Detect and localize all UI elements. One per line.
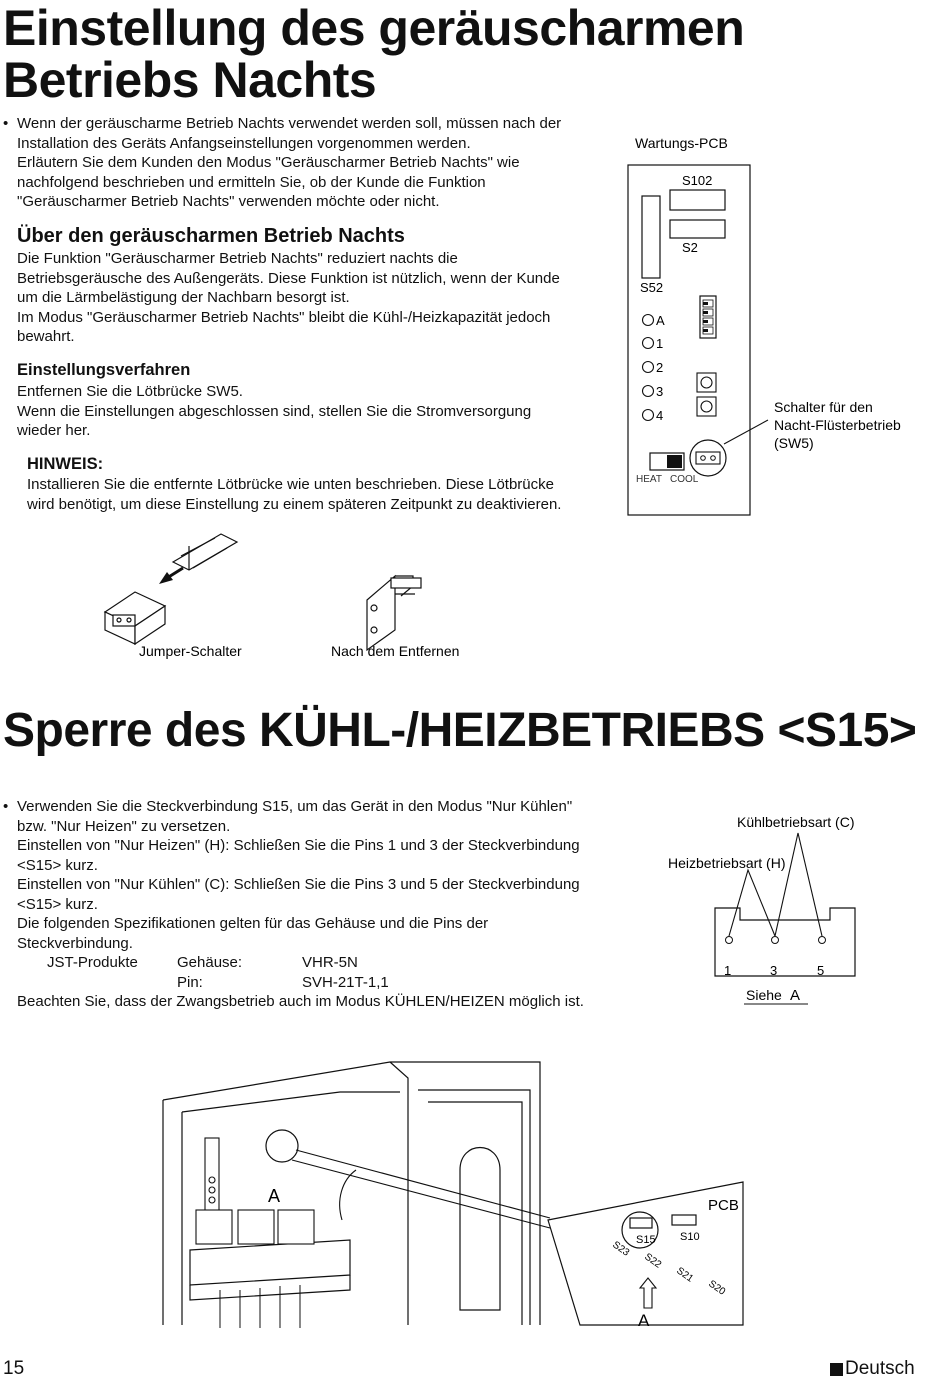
heat-cool-switch [650,453,684,470]
jumper-switch-label: Jumper-Schalter [139,643,242,659]
text-line: Die folgenden Spezifikationen gelten für das Gehäuse und die Pins der [17,915,489,932]
led-label: 1 [656,336,664,351]
pin-icon [819,937,826,944]
heat-mode-label: Heizbetriebsart (H) [668,855,786,871]
s23-label: S23 [610,1239,632,1259]
language-footer [830,1358,915,1380]
text-line: bewahrt. [17,328,75,345]
zoom-line [292,1160,550,1228]
s2-label: S2 [682,240,698,255]
push-buttons [697,373,716,416]
s52-label: S52 [640,280,664,295]
procedure-heading: Einstellungsverfahren [17,361,191,379]
sw5-callout-line: Schalter für den [774,399,873,415]
square-bullet-icon [830,1363,843,1376]
arrow-down-left-icon [159,568,183,584]
note-heading: HINWEIS: [27,455,104,473]
s2-component-top [670,220,725,238]
see-label: Siehe [746,987,782,1003]
text-line: Die Funktion "Geräuscharmer Betrieb Nachts" reduziert nachts die [17,250,458,267]
cool-label: COOL [670,474,699,485]
about-paragraph [17,249,560,347]
section1-title [3,2,744,106]
text-line: <S15> kurz. [17,856,98,874]
jumper-block-icon [105,592,165,644]
unit-bottom-pipes [220,1285,300,1328]
pin-number: 5 [817,963,825,978]
bullet: • [3,115,9,132]
jumper-illustration [95,520,515,670]
pcb-label: PCB [708,1197,739,1214]
title-line-1: Einstellung des geräuscharmen [3,0,745,56]
sw5-jumper [690,420,768,476]
language-label: Deutsch [845,1358,915,1379]
removed-bracket-icon [367,576,421,650]
about-heading: Über den geräuscharmen Betrieb Nachts [17,225,405,247]
text-line: Betriebsgeräusche des Außengeräts. Diese Funktion ist nützlich, wenn der Kunde [17,269,560,287]
page-number: 15 [3,1358,25,1379]
after-removal-label: Nach dem Entfernen [331,643,460,659]
text-line: Beachten Sie, dass der Zwangsbetrieb auch im Modus KÜHLEN/HEIZEN möglich ist. [17,993,584,1010]
s21-label: S21 [674,1265,696,1285]
pcb-title: Wartungs-PCB [635,135,728,151]
text-line: Einstellen von "Nur Kühlen" (C): Schließen Sie die Pins 3 und 5 der Steckverbindung [17,876,580,893]
pin-icon [772,937,779,944]
service-pcb-diagram [600,128,940,528]
text-line: wieder her. [17,422,91,439]
spec-housing-value: VHR-5N [302,954,358,971]
sw5-callout-line: Nacht-Flüsterbetrieb [774,417,901,433]
spec-pin-label: Pin: [177,973,203,991]
s52-connector [642,196,660,278]
text-line: Wenn der geräuscharme Betrieb Nachts verwendet werden soll, müssen nach der [17,115,562,132]
text-line: Installation des Geräts Anfangseinstellungen vorgenommen werden. [17,134,471,152]
connector-housing [715,908,855,976]
outdoor-unit-illustration [160,1050,760,1330]
led-label: 3 [656,384,664,399]
text-line: Steckverbindung. [17,934,133,952]
led-icon [643,315,654,326]
see-ref-a: A [790,987,801,1004]
s15-label: S15 [636,1234,656,1246]
dip-switch [700,296,716,338]
heat-bridge-lines [729,870,775,936]
procedure-paragraph [17,382,531,441]
text-line: bzw. "Nur Heizen" zu versetzen. [17,817,231,835]
led-icon [643,386,654,397]
s102-component [670,190,725,210]
section2-paragraph [3,797,584,1012]
spec-pin-value: SVH-21T-1,1 [302,973,389,991]
intro-paragraph [3,114,562,212]
spec-table [17,953,584,992]
led-icon [643,362,654,373]
text-line: <S15> kurz. [17,895,98,913]
zoom-line [296,1150,550,1218]
sw5-callout-line: (SW5) [774,435,814,451]
cool-mode-label: Kühlbetriebsart (C) [737,814,855,830]
rotate-arrow-icon [340,1170,356,1220]
text-line: nachfolgend beschrieben und ermitteln Sie, ob der Kunde die Funktion [17,173,486,191]
pin-icon [726,937,733,944]
s22-label: S22 [642,1251,664,1271]
unit-ref-a: A [268,1186,281,1206]
s10-label: S10 [680,1231,700,1243]
jumper-pins-icon [173,534,237,570]
heat-label: HEAT [636,474,662,485]
pcb-board [628,165,750,515]
text-line: Im Modus "Geräuscharmer Betrieb Nachts" bleibt die Kühl-/Heizkapazität jedoch [17,308,551,326]
led-icon [643,338,654,349]
unit-cabinet [163,1062,540,1325]
s102-label: S102 [682,173,713,188]
title-line-2: Betriebs Nachts [3,52,377,108]
spec-maker: JST-Produkte [47,954,138,971]
section2-title: Sperre des KÜHL-/HEIZBETRIEBS <S15> [3,704,917,757]
note-paragraph [27,475,561,514]
text-line: Installieren Sie die entfernte Lötbrücke wie unten beschrieben. Diese Lötbrücke [27,476,554,493]
led-label: 2 [656,360,664,375]
zoom-circle [266,1130,298,1162]
text-line: Verwenden Sie die Steckverbindung S15, um das Gerät in den Modus "Nur Kühlen" [17,798,573,815]
text-line: Erläutern Sie dem Kunden den Modus "Geräuscharmer Betrieb Nachts" wie [17,154,520,171]
led-label: 4 [656,408,664,423]
text-line: "Geräuscharmer Betrieb Nachts" verwenden möchte oder nicht. [17,193,440,210]
spec-housing-label: Gehäuse: [177,954,243,971]
s20-label: S20 [706,1278,728,1298]
text-line: wird benötigt, um diese Einstellung zu einem späteren Zeitpunkt zu deaktivieren. [27,495,562,513]
text-line: Wenn die Einstellungen abgeschlossen sind, stellen Sie die Stromversorgung [17,402,532,420]
text-line: um die Lärmbelästigung der Nachbarn besorgt ist. [17,289,350,306]
led-label: A [656,313,665,328]
pin-number: 3 [770,963,778,978]
bullet: • [3,798,9,815]
text-line: Entfernen Sie die Lötbrücke SW5. [17,383,243,400]
led-icon [643,410,654,421]
pin-number: 1 [724,963,732,978]
led-group [643,313,666,423]
s15-connector-diagram [660,808,900,1013]
text-line: Einstellen von "Nur Heizen" (H): Schließen Sie die Pins 1 und 3 der Steckverbindung [17,837,580,854]
detail-ref-a: A [638,1311,650,1330]
